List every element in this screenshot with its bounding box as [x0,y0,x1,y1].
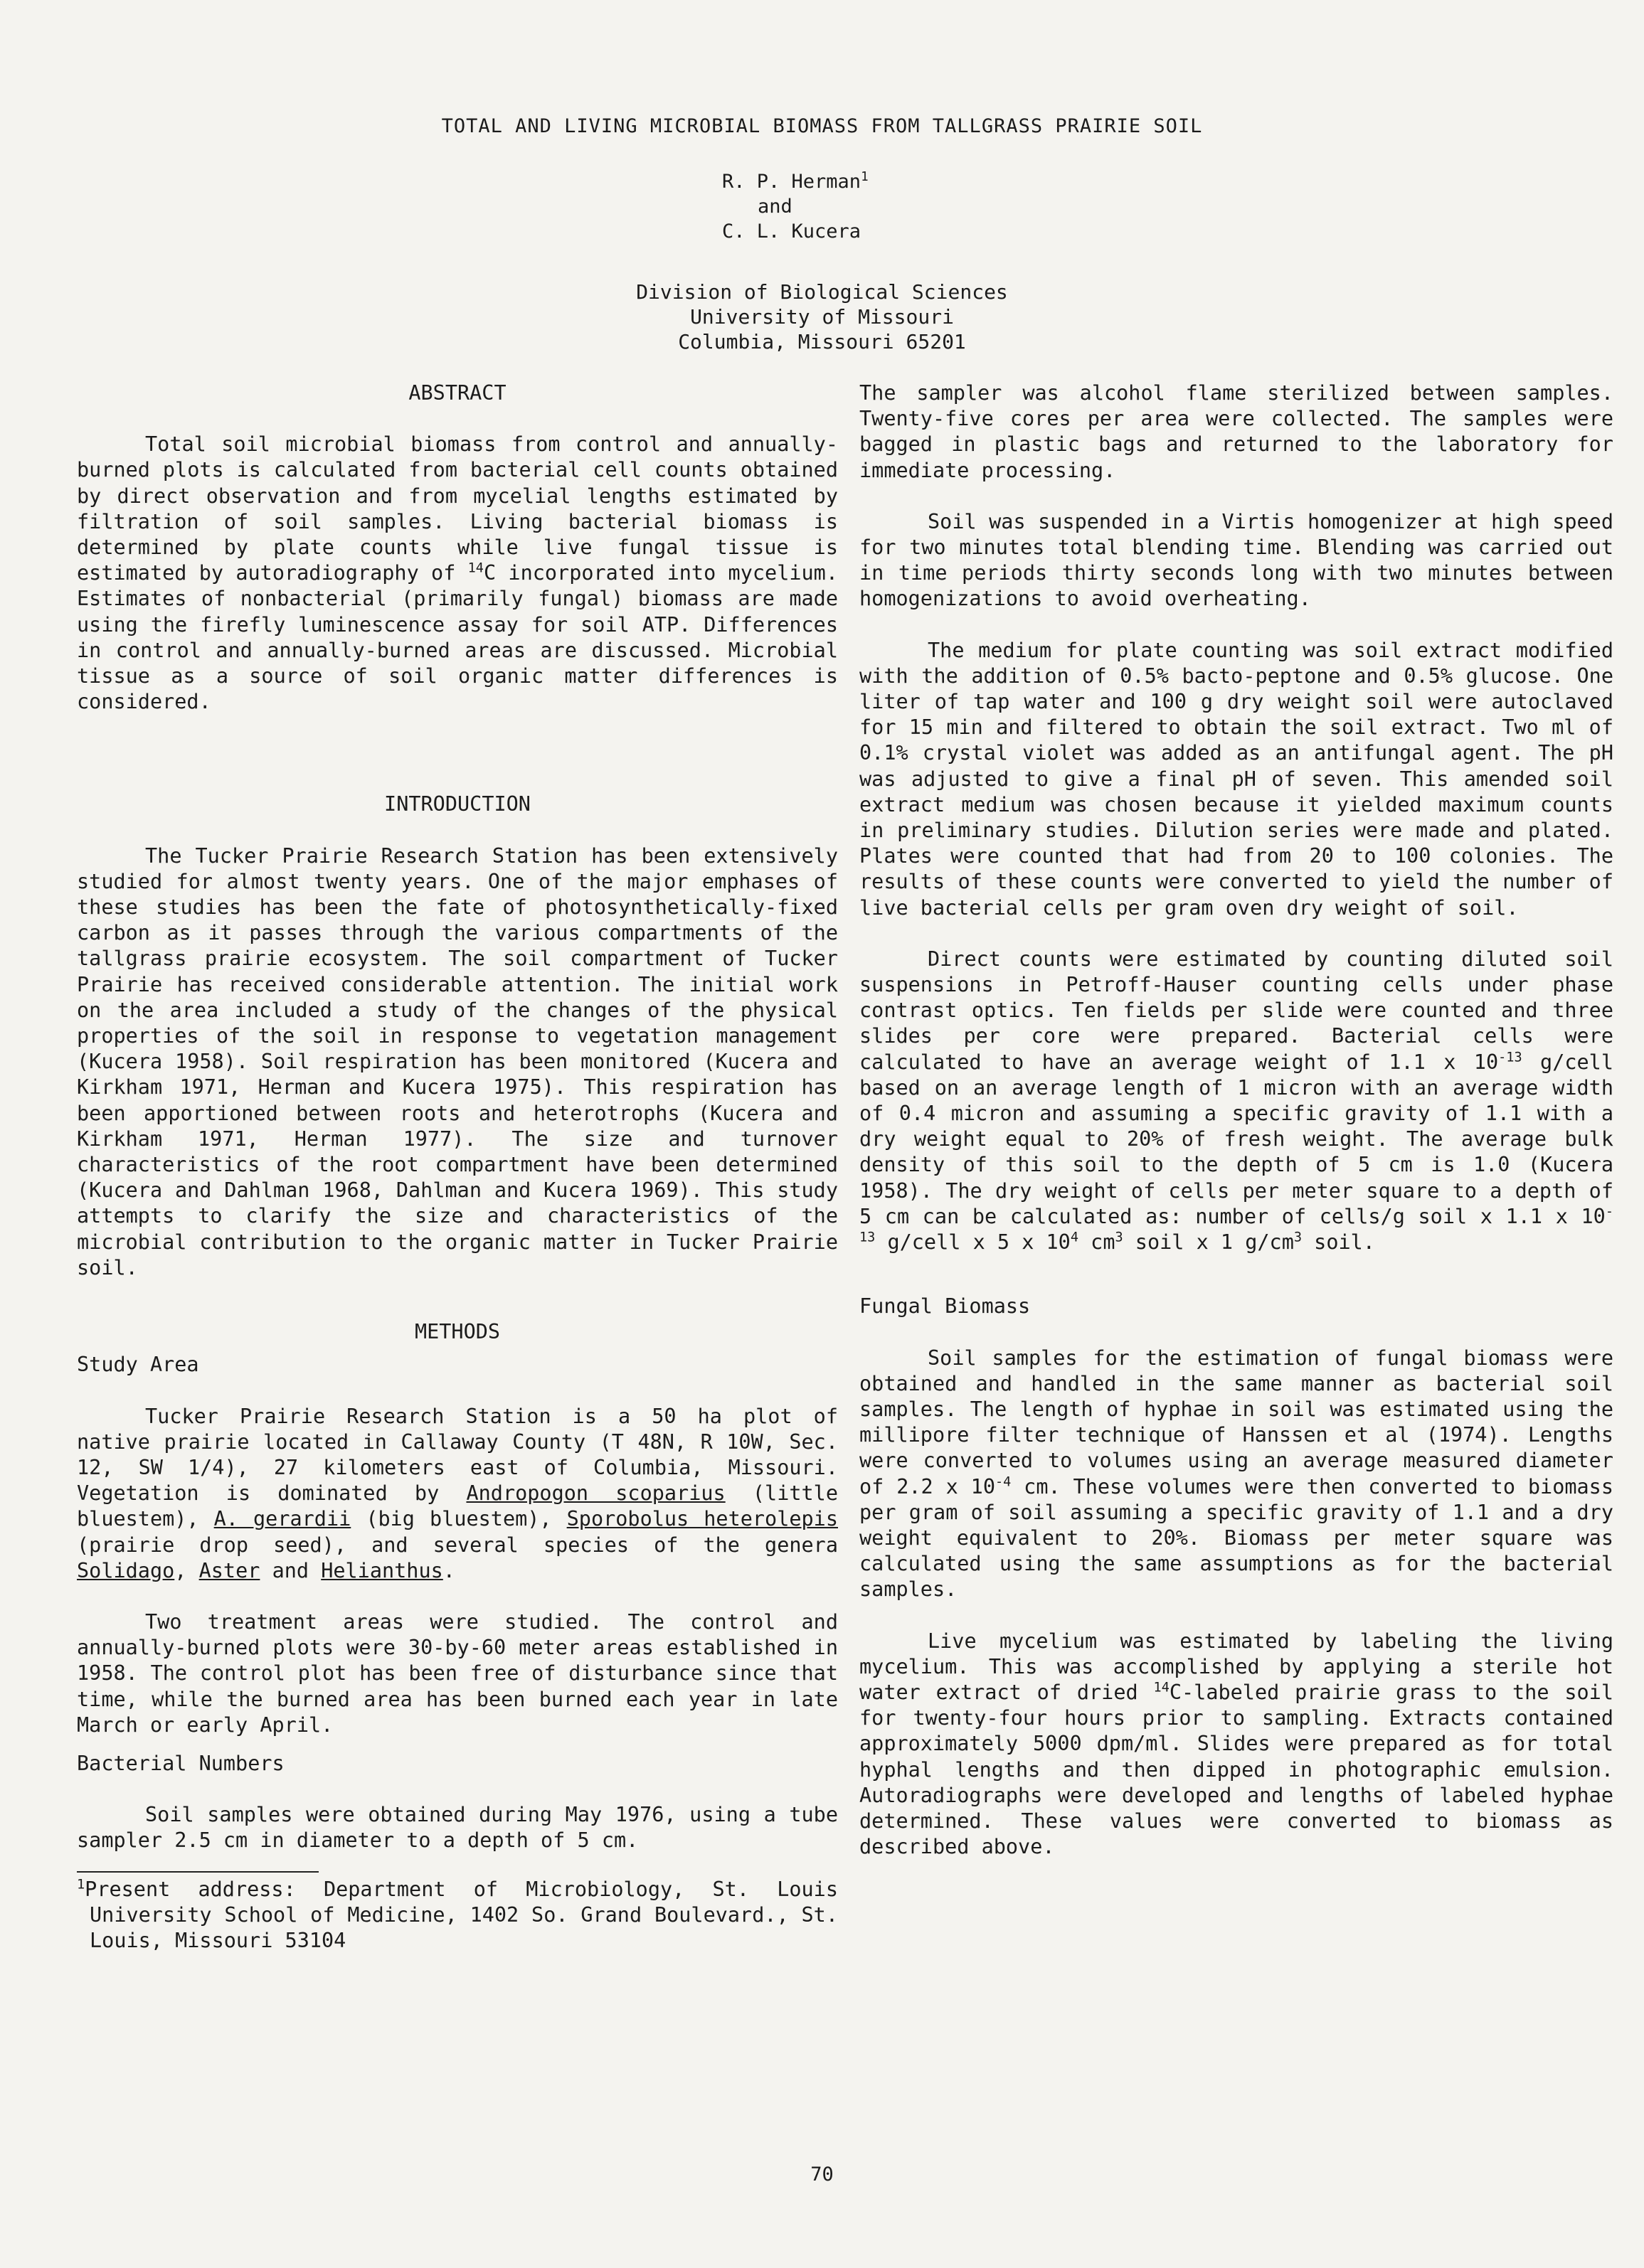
fungal-biomass-paragraph-2: Live mycelium was estimated by labeling the living mycelium. This was accomplished by applying a sterile hot water extract of dried $^{14}$C-labeled prairie grass to the soil for twenty-four hours prior to sampling. Extracts contained approximately 5000 dpm/ml. Slides were prepared as for total hyphal lengths and then dipped in photographic emulsion. Autoradiographs were developed and lengths of labeled hyphae determined. These values were converted to biomass as described above. [859,1629,1614,1859]
introduction-heading: INTRODUCTION [384,792,531,816]
abstract-heading: ABSTRACT [408,381,507,405]
author-2: C. L. Kucera [722,220,861,243]
abstract-text: Total soil microbial biomass from control and annually-burned plots is calculated from bacterial cell counts obtained by direct observation and from mycelial lengths estimated by filtration of soil samples. Living bacterial biomass is determined by plate counts while live fungal tissue is estimated by autoradiography of $^{14}$C incorporated into mycelium. Estimates of nonbacterial (primarily fungal) biomass are made using the firefly luminescence assay for soil ATP. Differences in control and annually-burned areas are discussed. Microbial tissue as a source of soil organic matter differences is considered. [77,432,838,714]
bacterial-numbers-paragraph-1-continued: The sampler was alcohol flame sterilized between samples. Twenty-five cores per area were collected. The samples were bagged in plastic bags and returned to the laboratory for immediate processing. [859,381,1613,482]
fungal-biomass-heading: Fungal Biomass [859,1294,1031,1319]
bacterial-numbers-paragraph-4: Direct counts were estimated by counting diluted soil suspensions in Petroff-Hauser counting cells under phase contrast optics. Ten fields per slide were counted and three slides per core were prepared. Bacterial cells were calculated to have an average weight of 1.1 x $10^{-13}$ g/cell based on an average length of 1 micron with an average width of 0.4 micron and assuming a specific gravity of 1.1 with a dry weight equal to 20% of fresh weight. The average bulk density of this soil to the depth of 5 cm is 1.0 (Kucera 1958). The dry weight of cells per meter square to a depth of 5 cm can be calculated as: number of cells/g soil x 1.1 x $10^{-13}$ g/cell x 5 x $10^4$ $cm^3$ soil x 1 $g/cm^3$ soil. [859,947,1614,1255]
affiliation-line-1: Division of Biological Sciences [636,280,1008,304]
author-1-name: R. P. Herman [722,171,861,193]
affiliation-line-2: University of Missouri [690,305,954,329]
affiliation [0,279,1644,354]
right-column [859,380,1613,1860]
left-column [77,380,838,1954]
footnote-marker: 1 [861,170,869,184]
study-area-paragraph-2: Two treatment areas were studied. The control and annually-burned plots were 30-by-60 meter areas established in 1958. The control plot has been free of disturbance since that time, while the burned area has been burned each year in late March or early April. [77,1609,838,1737]
bacterial-numbers-paragraph-2: Soil was suspended in a Virtis homogenizer at high speed for two minutes total blending time. Blending was carried out in time periods thirty seconds long with two minutes between homogenizations to avoid overheating. [859,509,1613,611]
bacterial-numbers-heading: Bacterial Numbers [77,1751,285,1775]
study-area-heading: Study Area [77,1353,199,1377]
methods-heading: METHODS [414,1320,501,1344]
footnote-rule [77,1871,319,1873]
authors-and: and [758,196,792,218]
paper-title: TOTAL AND LIVING MICROBIAL BIOMASS FROM TALLGRASS PRAIRIE SOIL [441,115,1203,137]
affiliation-line-3: Columbia, Missouri 65201 [678,330,966,353]
bacterial-numbers-paragraph-1: Soil samples were obtained during May 1976, using a tube sampler 2.5 cm in diameter to a depth of 5 cm. [77,1803,838,1853]
bacterial-numbers-paragraph-3: The medium for plate counting was soil extract modified with the addition of 0.5% bacto-peptone and 0.5% glucose. One liter of tap water and 100 g dry weight soil were autoclaved for 15 min and filtered to obtain the soil extract. Two ml of 0.1% crystal violet was added as an antifungal agent. The pH was adjusted to give a final pH of seven. This amended soil extract medium was chosen because it yielded maximum counts in preliminary studies. Dilution series were made and plated. Plates were counted that had from 20 to 100 colonies. The results of these counts were converted to yield the number of live bacterial cells per gram oven dry weight of soil. [859,638,1613,920]
footnote: $^1$Present address: Department of Microbiology, St. Louis University School of Medicine, 1402 So. Grand Boulevard., St. Louis, Missouri 53104 [77,1877,838,1952]
fungal-biomass-paragraph-1: Soil samples for the estimation of fungal biomass were obtained and handled in the same manner as bacterial soil samples. The length of hyphae in soil was estimated using the millipore filter technique of Hanssen et al (1974). Lengths were converted to volumes using an average measured diameter of 2.2 x $10^{-4}$ cm. These volumes were then converted to biomass per gram of soil assuming a specific gravity of 1.1 and a dry weight equivalent to 20%. Biomass per meter square was calculated using the same assumptions as for the bacterial samples. [859,1346,1613,1602]
author-1 [722,171,869,193]
page-number: 70 [810,2163,834,2186]
introduction-text: The Tucker Prairie Research Station has been extensively studied for almost twenty years. One of the major emphases of these studies has been the fate of photosynthetically-fixed carbon as it passes through the various compartments of the tallgrass prairie ecosystem. The soil compartment of Tucker Prairie has received considerable attention. The initial work on the area included a study of the changes of the physical properties of the soil in response to vegetation management (Kucera 1958). Soil respiration has been monitored (Kucera and Kirkham 1971, Herman and Kucera 1975). This respiration has been apportioned between roots and heterotrophs (Kucera and Kirkham 1971, Herman 1977). The size and turnover characteristics of the root compartment have been determined (Kucera and Dahlman 1968, Dahlman and Kucera 1969). This study attempts to clarify the size and characteristics of the microbial contribution to the organic matter in Tucker Prairie soil. [77,843,838,1279]
study-area-paragraph-1: Tucker Prairie Research Station is a 50 ha plot of native prairie located in Callaway County (T 48N, R 10W, Sec. 12, SW 1/4), 27 kilometers east of Columbia, Missouri. Vegetation is dominated by Andropogon scoparius (little bluestem), A. gerardii (big bluestem), Sporobolus heterolepis (prairie drop seed), and several species of the genera Solidago, Aster and Helianthus. [77,1404,838,1582]
